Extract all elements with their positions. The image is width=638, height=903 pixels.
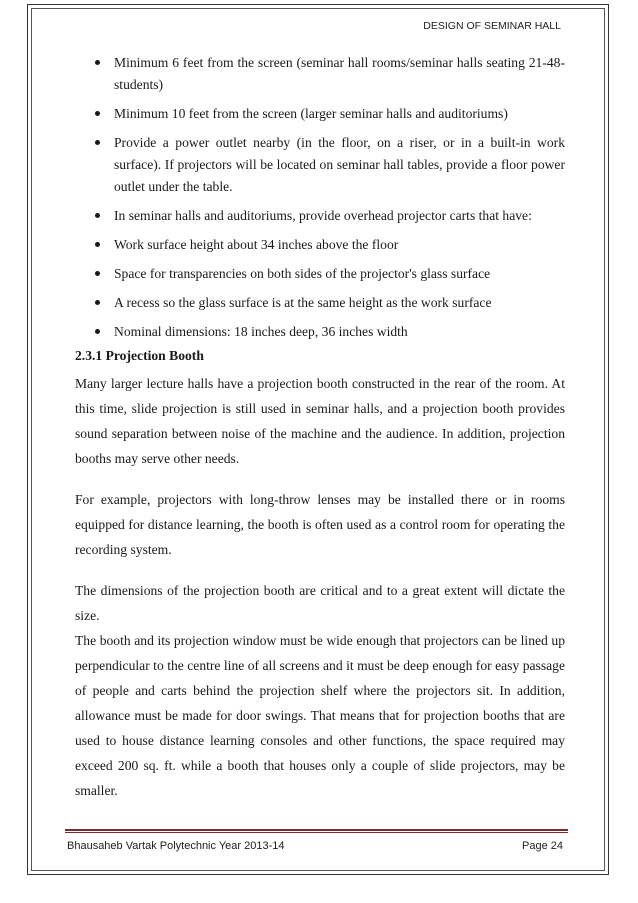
- running-header: DESIGN OF SEMINAR HALL: [423, 20, 561, 32]
- footer-divider-thin: [65, 832, 568, 833]
- section-heading: 2.3.1 Projection Booth: [75, 348, 204, 363]
- bullet-item: Provide a power outlet nearby (in the floor, on a riser, or in a built-in work surface). If projectors will be located on seminar hall tables, provide a floor power outlet under the table.: [95, 132, 565, 198]
- footer-institution: Bhausaheb Vartak Polytechnic Year 2013-14: [67, 840, 285, 852]
- paragraph: The booth and its projection window must be wide enough that projectors can be lined up perpendicular to the centre line of all screens and it must be deep enough for easy passage of people and carts behind the projection shelf where the projectors sit. In addition, allowance must be made for door swings. That means that for projection booths that are used to house distance learning consoles and other functions, the space required may exceed 200 sq. ft. while a booth that houses only a couple of slide projectors, may be smaller.: [75, 633, 565, 798]
- paragraph: For example, projectors with long-throw lenses may be installed there or in rooms equipped for distance learning, the booth is often used as a control room for operating the recording system.: [75, 492, 565, 557]
- bullet-item: In seminar halls and auditoriums, provide overhead projector carts that have:: [95, 205, 565, 227]
- bullet-item: Minimum 6 feet from the screen (seminar hall rooms/seminar halls seating 21-48-students): [95, 52, 565, 96]
- bullet-item: Work surface height about 34 inches above the floor: [95, 234, 565, 256]
- bullet-item: A recess so the glass surface is at the same height as the work surface: [95, 292, 565, 314]
- bullet-item: Nominal dimensions: 18 inches deep, 36 inches width: [95, 321, 565, 343]
- page-number: Page 24: [522, 840, 563, 852]
- bullet-item: Minimum 10 feet from the screen (larger seminar halls and auditoriums): [95, 103, 565, 125]
- footer-divider: [65, 829, 568, 831]
- bullet-item: Space for transparencies on both sides of the projector's glass surface: [95, 263, 565, 285]
- bullet-list: [95, 52, 565, 350]
- section-content: [75, 345, 565, 803]
- paragraph: The dimensions of the projection booth are critical and to a great extent will dictate the size.: [75, 583, 565, 623]
- paragraph: Many larger lecture halls have a projection booth constructed in the rear of the room. At this time, slide projection is still used in seminar halls, and a projection booth provides sound separation between noise of the machine and the audience. In addition, projection booths may serve other needs.: [75, 376, 565, 466]
